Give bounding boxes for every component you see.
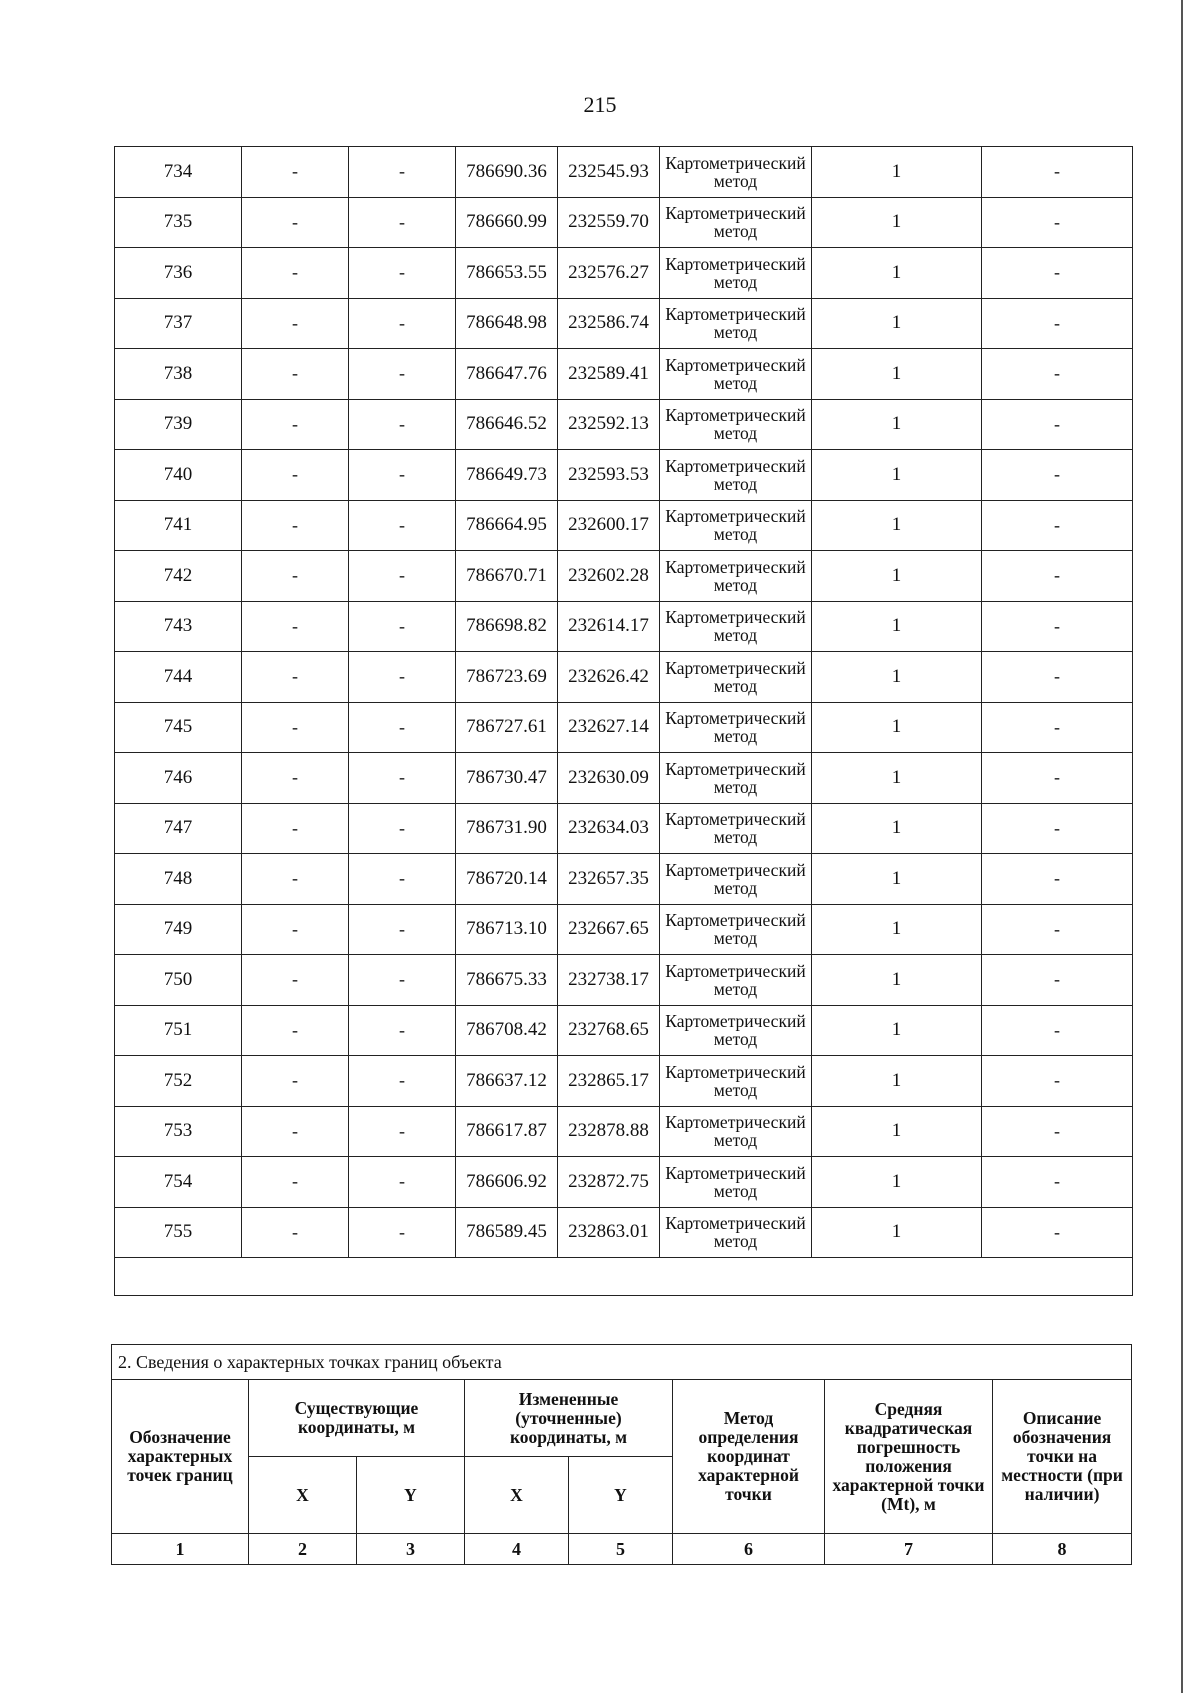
header-changed-x: X [465,1457,569,1534]
description-cell: - [982,753,1133,804]
existing-y-cell: - [349,349,456,400]
method-cell: Картометрический метод [660,399,812,450]
description-cell: - [982,702,1133,753]
changed-x-cell: 786664.95 [456,500,558,551]
accuracy-cell: 1 [812,248,982,299]
changed-y-cell: 232863.01 [558,1207,660,1258]
point-number-cell: 751 [115,1005,242,1056]
column-number: 8 [993,1534,1132,1565]
changed-x-cell: 786647.76 [456,349,558,400]
table-row [115,349,1133,400]
existing-x-cell: - [242,551,349,602]
existing-x-cell: - [242,1106,349,1157]
existing-x-cell: - [242,1207,349,1258]
changed-x-cell: 786730.47 [456,753,558,804]
method-cell: Картометрический метод [660,551,812,602]
method-cell: Картометрический метод [660,147,812,198]
existing-x-cell: - [242,1005,349,1056]
existing-x-cell: - [242,399,349,450]
header-changed-coordinates: Измененные (уточненные) координаты, м [465,1380,673,1457]
header-existing-x: X [249,1457,357,1534]
existing-x-cell: - [242,1056,349,1107]
changed-x-cell: 786648.98 [456,298,558,349]
accuracy-cell: 1 [812,1207,982,1258]
changed-y-cell: 232586.74 [558,298,660,349]
method-cell: Картометрический метод [660,601,812,652]
existing-y-cell: - [349,147,456,198]
point-number-cell: 744 [115,652,242,703]
column-number: 1 [112,1534,249,1565]
changed-x-cell: 786727.61 [456,702,558,753]
changed-x-cell: 786637.12 [456,1056,558,1107]
existing-y-cell: - [349,298,456,349]
method-cell: Картометрический метод [660,500,812,551]
existing-x-cell: - [242,702,349,753]
empty-cell [115,1258,1133,1296]
existing-y-cell: - [349,702,456,753]
method-cell: Картометрический метод [660,904,812,955]
description-cell: - [982,399,1133,450]
changed-x-cell: 786713.10 [456,904,558,955]
point-number-cell: 736 [115,248,242,299]
changed-x-cell: 786720.14 [456,854,558,905]
changed-y-cell: 232602.28 [558,551,660,602]
changed-x-cell: 786675.33 [456,955,558,1006]
accuracy-cell: 1 [812,551,982,602]
changed-y-cell: 232576.27 [558,248,660,299]
table-row [115,803,1133,854]
method-cell: Картометрический метод [660,298,812,349]
table-row [115,500,1133,551]
changed-y-cell: 232626.42 [558,652,660,703]
point-number-cell: 737 [115,298,242,349]
description-cell: - [982,197,1133,248]
existing-y-cell: - [349,803,456,854]
existing-x-cell: - [242,753,349,804]
existing-y-cell: - [349,1106,456,1157]
header-designation: Обозначение характерных точек границ [112,1380,249,1534]
empty-row [115,1258,1133,1296]
changed-y-cell: 232593.53 [558,450,660,501]
accuracy-cell: 1 [812,1056,982,1107]
point-number-cell: 739 [115,399,242,450]
method-cell: Картометрический метод [660,803,812,854]
existing-x-cell: - [242,854,349,905]
table-row [115,197,1133,248]
header-changed-y: Y [569,1457,673,1534]
table-row [115,652,1133,703]
method-cell: Картометрический метод [660,702,812,753]
existing-y-cell: - [349,399,456,450]
table-row [115,1056,1133,1107]
point-number-cell: 741 [115,500,242,551]
method-cell: Картометрический метод [660,1056,812,1107]
accuracy-cell: 1 [812,1005,982,1056]
accuracy-cell: 1 [812,147,982,198]
point-number-cell: 746 [115,753,242,804]
existing-y-cell: - [349,1056,456,1107]
changed-x-cell: 786670.71 [456,551,558,602]
description-cell: - [982,803,1133,854]
existing-x-cell: - [242,500,349,551]
existing-x-cell: - [242,450,349,501]
point-number-cell: 735 [115,197,242,248]
changed-y-cell: 232614.17 [558,601,660,652]
changed-y-cell: 232667.65 [558,904,660,955]
accuracy-cell: 1 [812,652,982,703]
changed-x-cell: 786690.36 [456,147,558,198]
accuracy-cell: 1 [812,955,982,1006]
existing-x-cell: - [242,248,349,299]
existing-y-cell: - [349,854,456,905]
point-number-cell: 743 [115,601,242,652]
existing-y-cell: - [349,1207,456,1258]
point-number-cell: 753 [115,1106,242,1157]
changed-x-cell: 786708.42 [456,1005,558,1056]
table-row [115,854,1133,905]
accuracy-cell: 1 [812,753,982,804]
accuracy-cell: 1 [812,854,982,905]
description-cell: - [982,854,1133,905]
existing-y-cell: - [349,500,456,551]
point-number-cell: 752 [115,1056,242,1107]
existing-y-cell: - [349,1157,456,1208]
method-cell: Картометрический метод [660,1157,812,1208]
existing-y-cell: - [349,1005,456,1056]
description-cell: - [982,450,1133,501]
accuracy-cell: 1 [812,399,982,450]
changed-x-cell: 786617.87 [456,1106,558,1157]
scan-edge-line [1181,0,1183,1693]
existing-x-cell: - [242,298,349,349]
table-row [115,147,1133,198]
changed-y-cell: 232878.88 [558,1106,660,1157]
header-existing-coordinates: Существующие координаты, м [249,1380,465,1457]
existing-x-cell: - [242,955,349,1006]
existing-y-cell: - [349,197,456,248]
table-row [115,753,1133,804]
existing-y-cell: - [349,450,456,501]
table-row [115,399,1133,450]
description-cell: - [982,147,1133,198]
method-cell: Картометрический метод [660,349,812,400]
point-number-cell: 748 [115,854,242,905]
changed-y-cell: 232589.41 [558,349,660,400]
method-cell: Картометрический метод [660,1207,812,1258]
description-cell: - [982,349,1133,400]
existing-x-cell: - [242,197,349,248]
existing-x-cell: - [242,803,349,854]
description-cell: - [982,955,1133,1006]
changed-y-cell: 232630.09 [558,753,660,804]
table-row [115,955,1133,1006]
description-cell: - [982,298,1133,349]
table-row [115,1106,1133,1157]
changed-y-cell: 232738.17 [558,955,660,1006]
method-cell: Картометрический метод [660,955,812,1006]
point-number-cell: 754 [115,1157,242,1208]
accuracy-cell: 1 [812,298,982,349]
accuracy-cell: 1 [812,1106,982,1157]
accuracy-cell: 1 [812,702,982,753]
table-row [115,1207,1133,1258]
column-number: 6 [673,1534,825,1565]
table-row [115,450,1133,501]
changed-y-cell: 232592.13 [558,399,660,450]
description-cell: - [982,248,1133,299]
description-cell: - [982,1106,1133,1157]
point-number-cell: 745 [115,702,242,753]
column-number: 4 [465,1534,569,1565]
accuracy-cell: 1 [812,1157,982,1208]
existing-x-cell: - [242,652,349,703]
description-cell: - [982,1005,1133,1056]
page-number: 215 [583,92,617,117]
existing-y-cell: - [349,955,456,1006]
existing-y-cell: - [349,248,456,299]
header-method: Метод определения координат характерной точки [673,1380,825,1534]
changed-y-cell: 232768.65 [558,1005,660,1056]
section-2-title: 2. Сведения о характерных точках границ объекта [112,1345,1132,1380]
point-number-cell: 734 [115,147,242,198]
existing-x-cell: - [242,147,349,198]
table-row [115,248,1133,299]
method-cell: Картометрический метод [660,854,812,905]
coordinates-table [114,146,1133,1296]
existing-x-cell: - [242,904,349,955]
changed-x-cell: 786589.45 [456,1207,558,1258]
existing-x-cell: - [242,349,349,400]
point-number-cell: 749 [115,904,242,955]
header-existing-y: Y [357,1457,465,1534]
description-cell: - [982,551,1133,602]
section-2-header-table [111,1344,1132,1565]
description-cell: - [982,500,1133,551]
accuracy-cell: 1 [812,803,982,854]
column-number: 7 [825,1534,993,1565]
changed-y-cell: 232627.14 [558,702,660,753]
column-number: 2 [249,1534,357,1565]
changed-y-cell: 232559.70 [558,197,660,248]
table-row [115,298,1133,349]
table-row [115,1005,1133,1056]
existing-y-cell: - [349,551,456,602]
point-number-cell: 747 [115,803,242,854]
accuracy-cell: 1 [812,500,982,551]
accuracy-cell: 1 [812,904,982,955]
column-number: 3 [357,1534,465,1565]
description-cell: - [982,1207,1133,1258]
existing-y-cell: - [349,652,456,703]
point-number-cell: 755 [115,1207,242,1258]
description-cell: - [982,904,1133,955]
existing-y-cell: - [349,904,456,955]
table-row [115,904,1133,955]
existing-x-cell: - [242,1157,349,1208]
changed-y-cell: 232545.93 [558,147,660,198]
changed-y-cell: 232865.17 [558,1056,660,1107]
description-cell: - [982,601,1133,652]
table-row [115,601,1133,652]
method-cell: Картометрический метод [660,1005,812,1056]
method-cell: Картометрический метод [660,248,812,299]
changed-x-cell: 786731.90 [456,803,558,854]
method-cell: Картометрический метод [660,753,812,804]
column-number: 5 [569,1534,673,1565]
changed-y-cell: 232657.35 [558,854,660,905]
description-cell: - [982,1056,1133,1107]
changed-x-cell: 786649.73 [456,450,558,501]
changed-y-cell: 232600.17 [558,500,660,551]
coordinates-table-body [115,147,1133,1296]
existing-x-cell: - [242,601,349,652]
table-row [115,1157,1133,1208]
existing-y-cell: - [349,753,456,804]
description-cell: - [982,1157,1133,1208]
table-row [115,551,1133,602]
point-number-cell: 750 [115,955,242,1006]
changed-x-cell: 786606.92 [456,1157,558,1208]
accuracy-cell: 1 [812,197,982,248]
description-cell: - [982,652,1133,703]
existing-y-cell: - [349,601,456,652]
changed-y-cell: 232872.75 [558,1157,660,1208]
table-row [115,702,1133,753]
changed-x-cell: 786653.55 [456,248,558,299]
accuracy-cell: 1 [812,601,982,652]
method-cell: Картометрический метод [660,1106,812,1157]
header-description: Описание обозначения точки на местности (при наличии) [993,1380,1132,1534]
changed-x-cell: 786646.52 [456,399,558,450]
point-number-cell: 740 [115,450,242,501]
point-number-cell: 742 [115,551,242,602]
changed-y-cell: 232634.03 [558,803,660,854]
accuracy-cell: 1 [812,450,982,501]
method-cell: Картометрический метод [660,450,812,501]
accuracy-cell: 1 [812,349,982,400]
header-accuracy: Средняя квадратическая погрешность положения характерной точки (Mt), м [825,1380,993,1534]
method-cell: Картометрический метод [660,652,812,703]
point-number-cell: 738 [115,349,242,400]
changed-x-cell: 786723.69 [456,652,558,703]
changed-x-cell: 786660.99 [456,197,558,248]
method-cell: Картометрический метод [660,197,812,248]
changed-x-cell: 786698.82 [456,601,558,652]
